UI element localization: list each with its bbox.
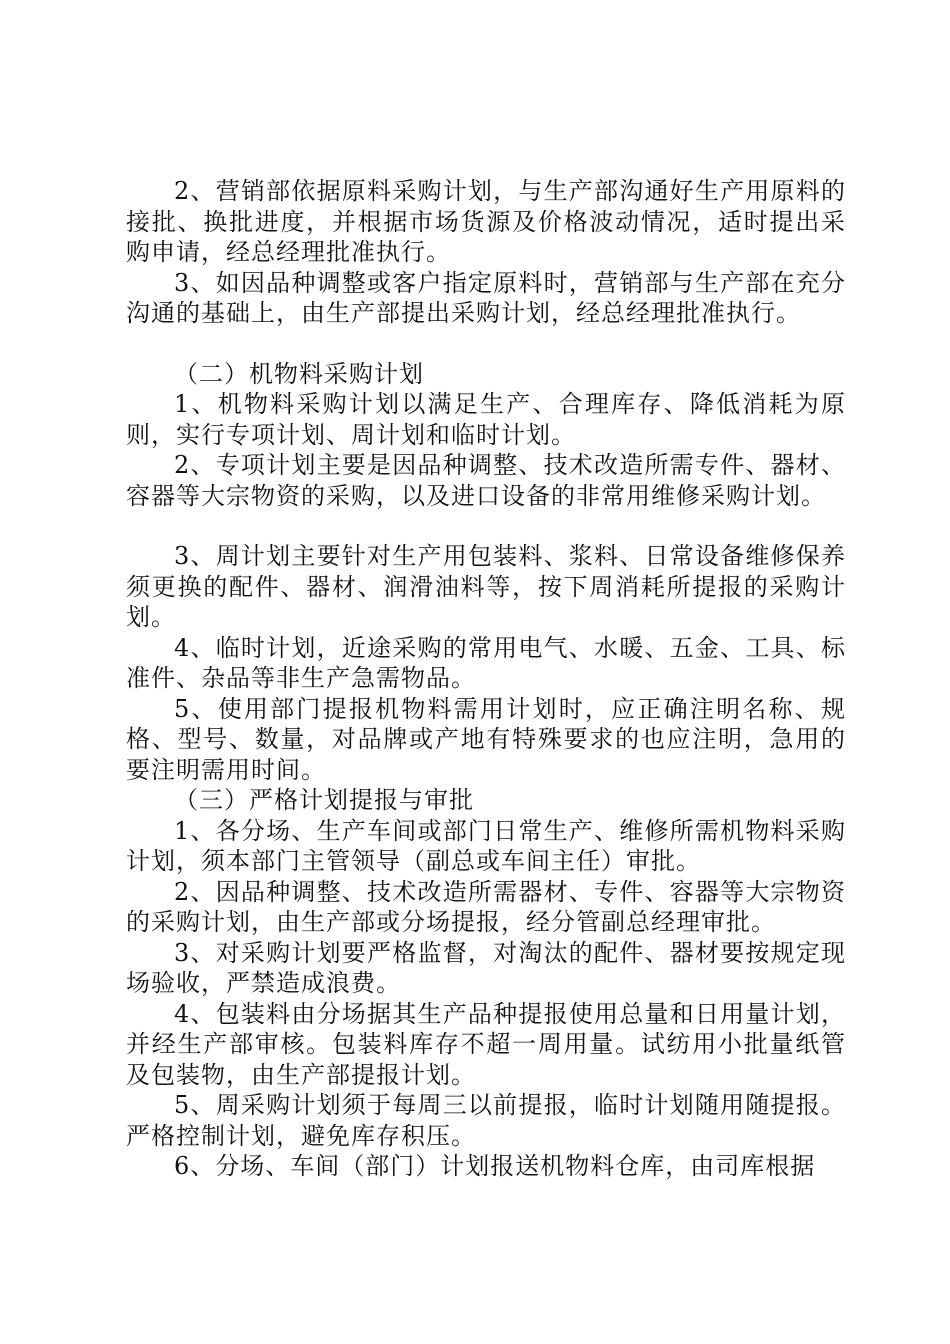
paragraph: 3、对采购计划要严格监督，对淘汰的配件、器材要按规定现场验收，严禁造成浪费。 [126,938,846,997]
paragraph: 4、包装料由分场据其生产品种提报使用总量和日用量计划，并经生产部审核。包装料库存不超一周用量。试纺用小批量纸管及包装物，由生产部提报计划。 [126,999,846,1089]
paragraph: 6、分场、车间（部门）计划报送机物料仓库，由司库根据 [174,1152,816,1180]
paragraph: 5、周采购计划须于每周三以前提报，临时计划随用随提报。严格控制计划，避免库存积压。 [126,1091,846,1150]
paragraph: 2、营销部依据原料采购计划，与生产部沟通好生产用原料的接批、换批进度，并根据市场货源及价格波动情况，适时提出采购申请，经总经理批准执行。 [126,177,846,266]
paragraph: 2、专项计划主要是因品种调整、技术改造所需专件、器材、容器等大宗物资的采购，以及进口设备的非常用维修采购计划。 [126,451,846,510]
paragraph: 5、使用部门提报机物料需用计划时，应正确注明名称、规格、型号、数量，对品牌或产地有特殊要求的也应注明，急用的要注明需用时间。 [126,694,846,784]
paragraph: 2、因品种调整、技术改造所需器材、专件、容器等大宗物资的采购计划，由生产部或分场提报，经分管副总经理审批。 [126,877,846,936]
blank-line [126,329,846,359]
section-heading: （三）严格计划提报与审批 [174,786,474,814]
section-heading: （二）机物料采购计划 [174,359,424,388]
document-body [126,176,846,1182]
paragraph: 1、机物料采购计划以满足生产、合理库存、降低消耗为原则，实行专项计划、周计划和临时计划。 [126,390,846,449]
paragraph: 4、临时计划，近途采购的常用电气、水暖、五金、工具、标准件、杂品等非生产急需物品。 [126,633,846,692]
blank-line [126,511,846,541]
paragraph: 1、各分场、生产车间或部门日常生产、维修所需机物料采购计划，须本部门主管领导（副总或车间主任）审批。 [126,816,846,875]
paragraph: 3、如因品种调整或客户指定原料时，营销部与生产部在充分沟通的基础上，由生产部提出采购计划，经总经理批准执行。 [126,268,846,327]
paragraph: 3、周计划主要针对生产用包装料、浆料、日常设备维修保养须更换的配件、器材、润滑油料等，按下周消耗所提报的采购计划。 [126,542,846,631]
